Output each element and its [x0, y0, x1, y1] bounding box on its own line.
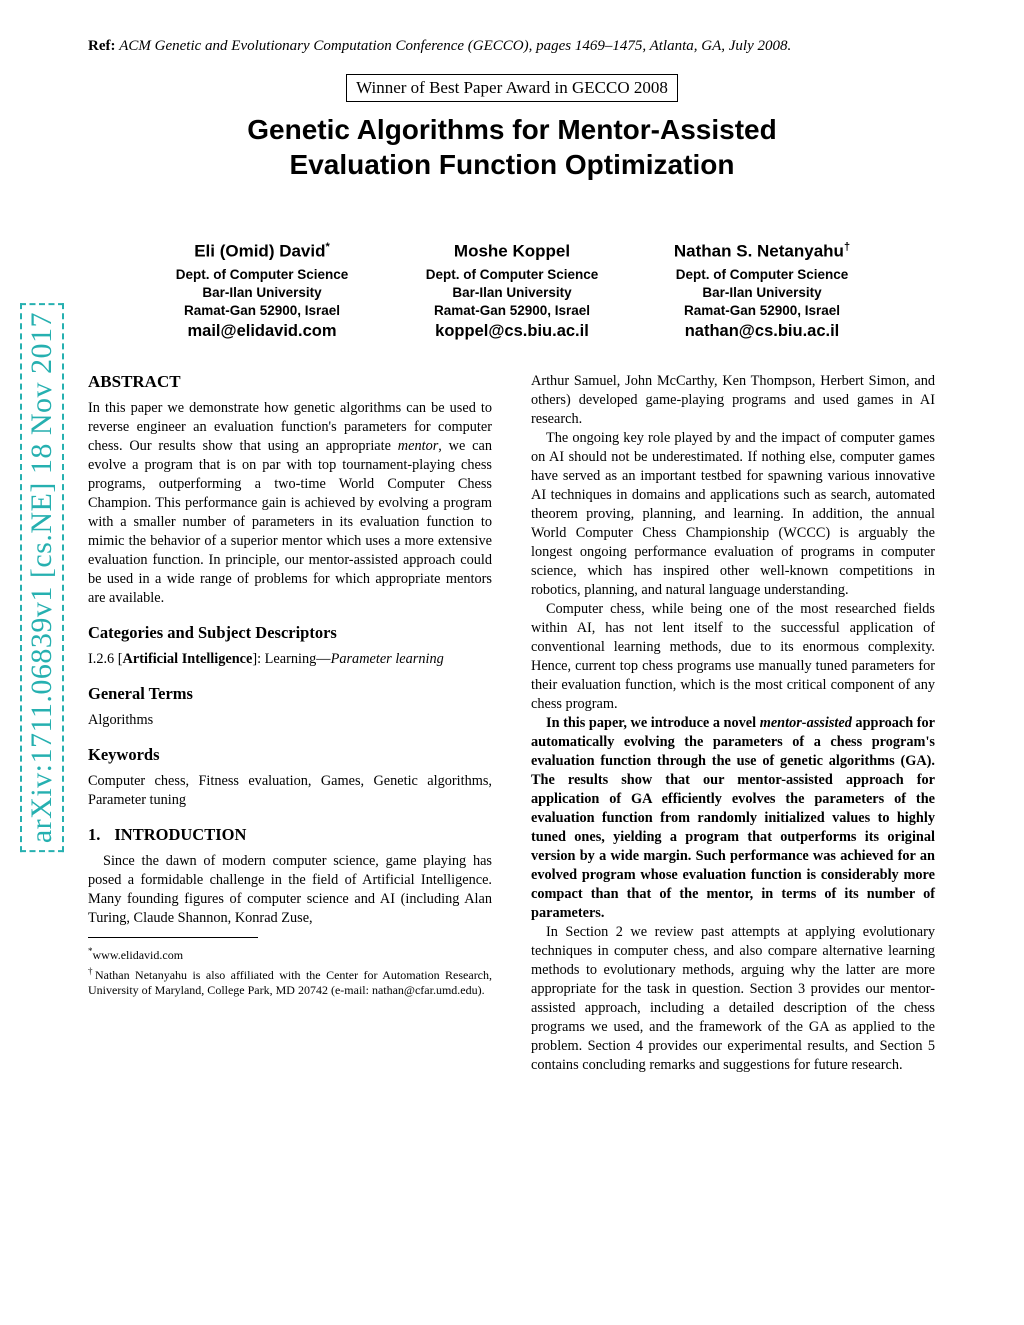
general-terms-heading: General Terms: [88, 684, 193, 703]
bold-paragraph-italic-term: mentor-assisted: [759, 715, 852, 731]
right-column: [531, 372, 935, 1075]
body-paragraph-emphasized: [531, 714, 935, 923]
ref-conference-name: ACM Genetic and Evolutionary Computation Conference (GECCO): [119, 38, 529, 54]
author-dept: Dept. of Computer Science: [675, 266, 849, 282]
categories-italic-term: Parameter learning: [330, 651, 444, 667]
footnote-2: [88, 964, 492, 999]
author-email: mail@elidavid.com: [187, 321, 337, 340]
author-card-2: [406, 236, 618, 341]
abstract-segment: In this paper we demonstrate how genetic algorithms can be used to reverse engineer an evaluation function's parameters for computer chess. Our results show that using an appropriate: [88, 400, 492, 454]
categories-bold-term: Artificial Intelligence: [122, 651, 253, 667]
author-card-1: [156, 236, 368, 341]
body-paragraph: Arthur Samuel, John McCarthy, Ken Thompson, Herbert Simon, and others) developed game-playing programs and used games in AI research.: [531, 373, 935, 427]
author-email: nathan@cs.biu.ac.il: [684, 321, 840, 340]
award-banner-row: [0, 74, 1024, 102]
author-name-text: Nathan S. Netanyahu: [673, 241, 844, 261]
author-name: [656, 236, 868, 263]
author-university: Bar-Ilan University: [452, 284, 572, 300]
footnote-rule: [88, 937, 258, 938]
author-university: Bar-Ilan University: [202, 284, 322, 300]
author-name-text: Moshe Koppel: [453, 241, 571, 261]
bold-paragraph-segment: In this paper, we introduce a novel: [546, 715, 760, 731]
keywords-heading: Keywords: [88, 745, 160, 764]
footnote-block: [88, 937, 492, 999]
title-line-2: Evaluation Function Optimization: [289, 149, 735, 180]
categories-paragraph: [88, 650, 492, 669]
author-name: [156, 236, 368, 263]
categories-mid: ]: Learning—: [252, 651, 331, 667]
author-footnote-mark: †: [843, 241, 851, 253]
footnote-mark: *: [88, 946, 93, 956]
categories-heading: Categories and Subject Descriptors: [88, 623, 337, 642]
section-number: 1.: [88, 825, 101, 844]
author-name-text: Eli (Omid) David: [194, 241, 326, 261]
author-dept: Dept. of Computer Science: [175, 266, 349, 282]
footnote-1: [88, 944, 492, 964]
author-address: Ramat-Gan 52900, Israel: [683, 302, 841, 318]
abstract-heading: ABSTRACT: [88, 372, 181, 391]
title-line-1: Genetic Algorithms for Mentor-Assisted: [247, 114, 777, 145]
general-terms-paragraph: Algorithms: [88, 712, 154, 728]
reference-line: [88, 38, 938, 55]
section-title: INTRODUCTION: [114, 825, 247, 844]
bold-paragraph-segment: approach for automatically evolving the parameters of a chess program's evaluation function through the use of genetic algorithms (GA). The results show that our mentor-assisted approach for application of GA efficiently evolves the parameters of the evaluation function from randomly initialized values to highly tuned ones, yielding a program that outperforms its original version by a wide margin. Such performance was achieved for an evolved program whose evaluation function is considerably more compact than that of the mentor, in terms of its number of parameters.: [531, 715, 935, 921]
abstract-segment: , we can evolve a program that is on par with top tournament-playing chess programs, outperforming a two-time World Computer Chess Champion. This performance gain is achieved by evolving a program with a smaller number of parameters in its evaluation function to mimic the behavior of a superior mentor which uses a more extensive evaluation function. In principle, our mentor-assisted approach could be used in a wide range of problems for which appropriate mentors are available.: [88, 438, 492, 606]
footnote-mark: †: [88, 965, 95, 976]
body-paragraph: The ongoing key role played by and the impact of computer games on AI should not be underestimated. If nothing else, computer games have served as an important testbed for spawning various innovative AI techniques in domains and applications such as search, automated theorem proving, planning, and learning. In addition, the annual World Computer Chess Championship (WCCC) is arguably the longest ongoing performance evaluation of programs in computer science, which has inspired other well-known competitions in robotics, planning, and natural language understanding.: [531, 430, 935, 598]
author-university: Bar-Ilan University: [702, 284, 822, 300]
categories-code: I.2.6 [: [88, 651, 123, 667]
body-paragraph: In Section 2 we review past attempts at applying evolutionary techniques in computer chess, and also compare alternative learning methods to evolutionary methods, arguing why the latter are more appropriate for the task in question. Section 3 provides our mentor-assisted approach, including a detailed description of the chess programs we used, and the framework of the GA as applied to the problem. Section 4 provides our experimental results, and Section 5 contains concluding remarks and suggestions for future research.: [531, 924, 935, 1073]
footnote-text: www.elidavid.com: [92, 948, 184, 962]
abstract-italic-term: mentor: [397, 438, 439, 454]
author-email: koppel@cs.biu.ac.il: [435, 321, 589, 340]
award-banner: Winner of Best Paper Award in GECCO 2008: [346, 74, 678, 102]
author-address: Ramat-Gan 52900, Israel: [433, 302, 591, 318]
footnote-text: Nathan Netanyahu is also affiliated with the Center for Automation Research, University of Maryland, College Park, MD 20742 (e-mail: nathan@cfar.umd.edu).: [88, 967, 493, 997]
author-dept: Dept. of Computer Science: [425, 266, 599, 282]
keywords-paragraph: Computer chess, Fitness evaluation, Games, Genetic algorithms, Parameter tuning: [88, 773, 492, 808]
introduction-paragraph: Since the dawn of modern computer science, game playing has posed a formidable challenge in the field of Artificial Intelligence. Many founding figures of computer science and AI (including Alan Turing, Claude Shannon, Konrad Zuse,: [88, 853, 492, 926]
body-paragraph: Computer chess, while being one of the most researched fields within AI, has not lent itself to the successful application of conventional learning methods, due to its enormous complexity. Hence, current top chess programs use manually tuned parameters for their evaluation function, which is the most critical component of any chess program.: [531, 601, 935, 712]
ref-label: Ref:: [88, 38, 116, 54]
author-block: [0, 236, 1024, 341]
introduction-heading: [88, 825, 492, 845]
author-address: Ramat-Gan 52900, Israel: [183, 302, 341, 318]
author-name: [406, 236, 618, 263]
author-card-3: [656, 236, 868, 341]
arxiv-watermark: arXiv:1711.06839v1 [cs.NE] 18 Nov 2017: [20, 303, 64, 852]
paper-title: [0, 112, 1024, 182]
author-footnote-mark: *: [325, 241, 330, 253]
left-column: [88, 372, 492, 999]
ref-details: , pages 1469–1475, Atlanta, GA, July 2008.: [528, 38, 792, 54]
abstract-paragraph: [88, 399, 492, 608]
